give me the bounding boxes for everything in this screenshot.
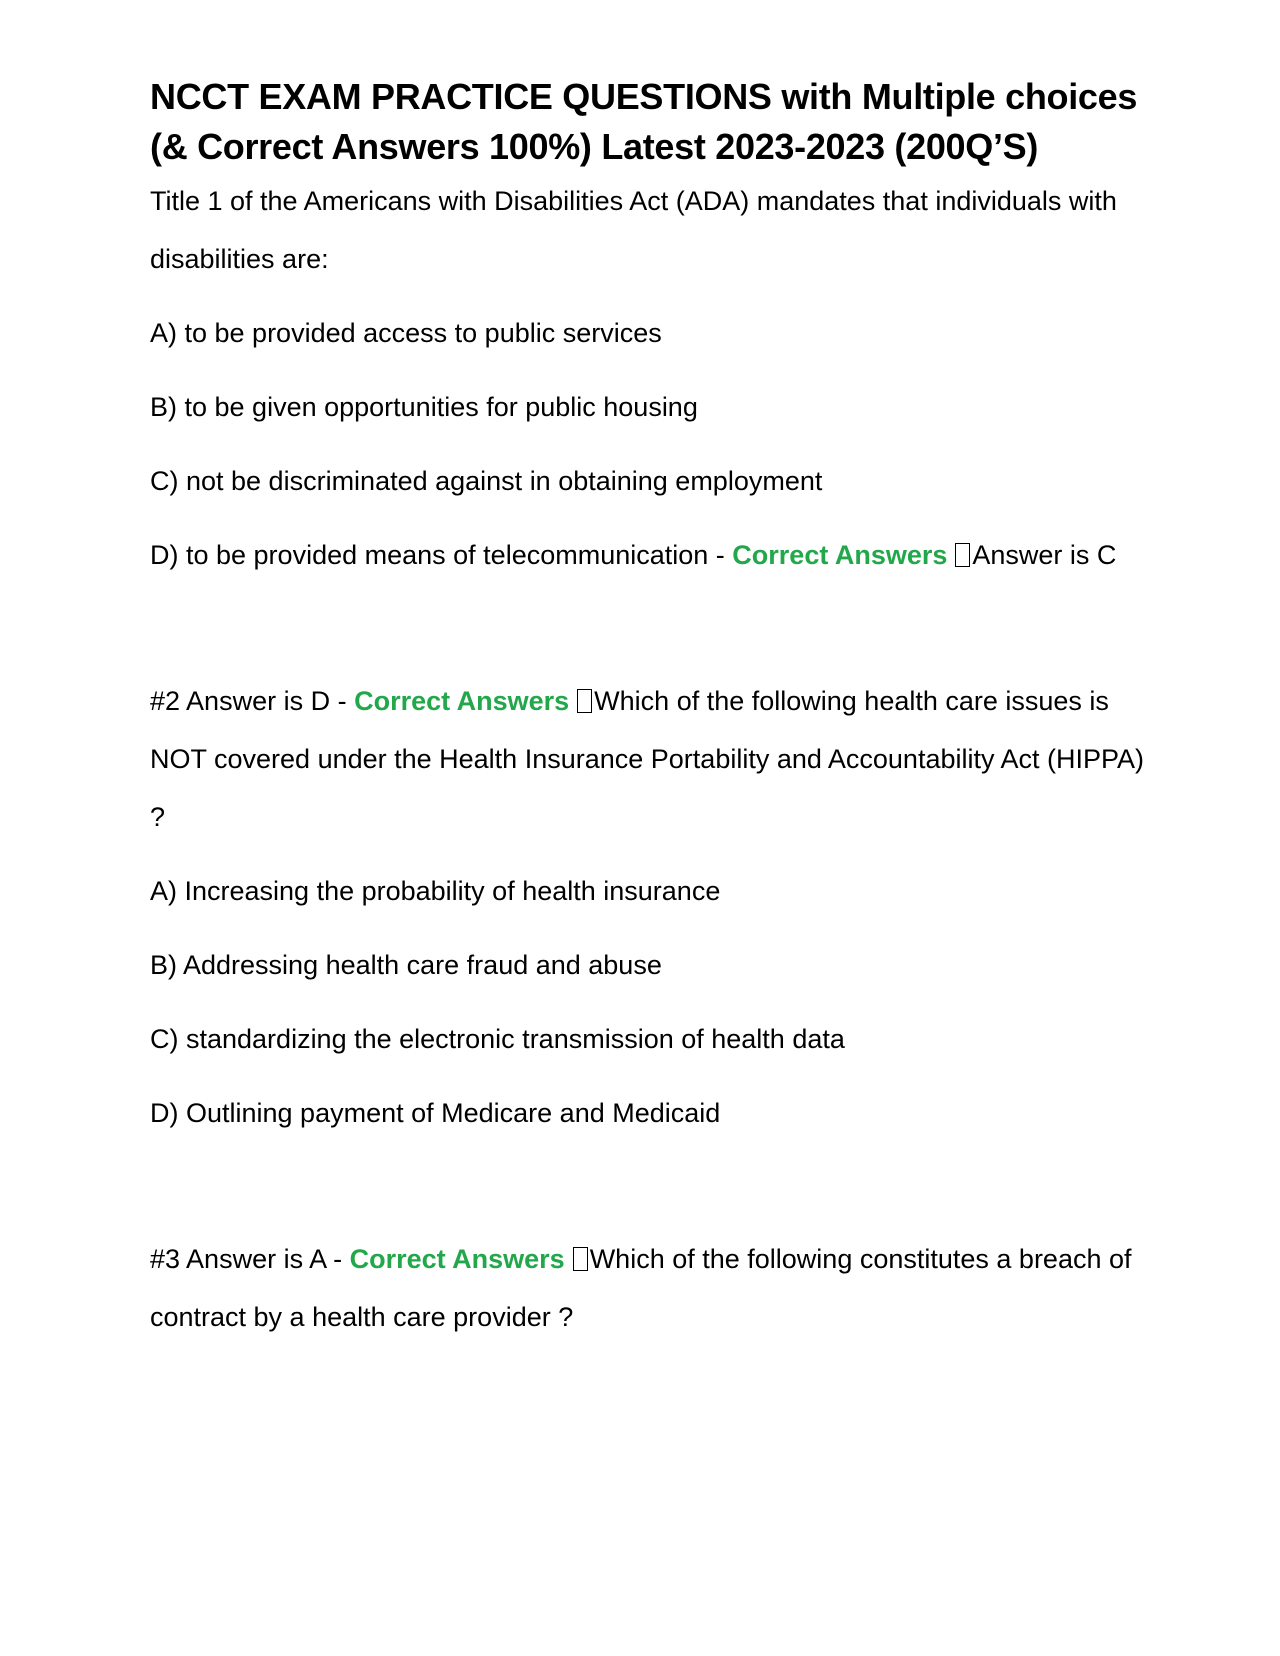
question-2-option-b: B) Addressing health care fraud and abuse [150, 950, 662, 980]
question-2-option-a: A) Increasing the probability of health insurance [150, 876, 721, 906]
question-3-text: Which of the following constitutes a breach of contract by a health care provider ? [150, 1244, 1132, 1332]
missing-glyph-box-icon [573, 1247, 588, 1271]
question-2-line [150, 672, 1150, 846]
question-1-answer: Answer is C [972, 540, 1117, 570]
missing-glyph-box-icon [955, 543, 970, 567]
question-2-option-c: C) standardizing the electronic transmission of health data [150, 1024, 845, 1054]
question-3-prefix: #3 Answer is A - [150, 1244, 343, 1274]
document-title: NCCT EXAM PRACTICE QUESTIONS with Multiple choices (& Correct Answers 100%) Latest 2023-2023 (200Q’S) [150, 76, 1138, 167]
document-content [150, 72, 1150, 1346]
question-1-option-c: C) not be discriminated against in obtaining employment [150, 466, 823, 496]
question-2-text: Which of the following health care issues is NOT covered under the Health Insurance Portability and Accountability Act (HIPPA) ? [150, 686, 1145, 832]
question-1-text: Title 1 of the Americans with Disabilities Act (ADA) mandates that individuals with disabilities are: [150, 186, 1117, 274]
question-1-option-d-line [150, 526, 1150, 584]
question-1-option-b: B) to be given opportunities for public housing [150, 392, 698, 422]
question-3-correct-label: Correct Answers [349, 1244, 565, 1274]
question-3-line [150, 1230, 1150, 1346]
question-1-correct-label: Correct Answers [732, 540, 948, 570]
missing-glyph-box-icon [577, 689, 592, 713]
question-1-option-a: A) to be provided access to public services [150, 318, 662, 348]
question-2-prefix: #2 Answer is D - [150, 686, 347, 716]
question-2-correct-label: Correct Answers [354, 686, 570, 716]
question-2-option-d: D) Outlining payment of Medicare and Medicaid [150, 1098, 721, 1128]
question-1-option-d: D) to be provided means of telecommunication - [150, 540, 725, 570]
